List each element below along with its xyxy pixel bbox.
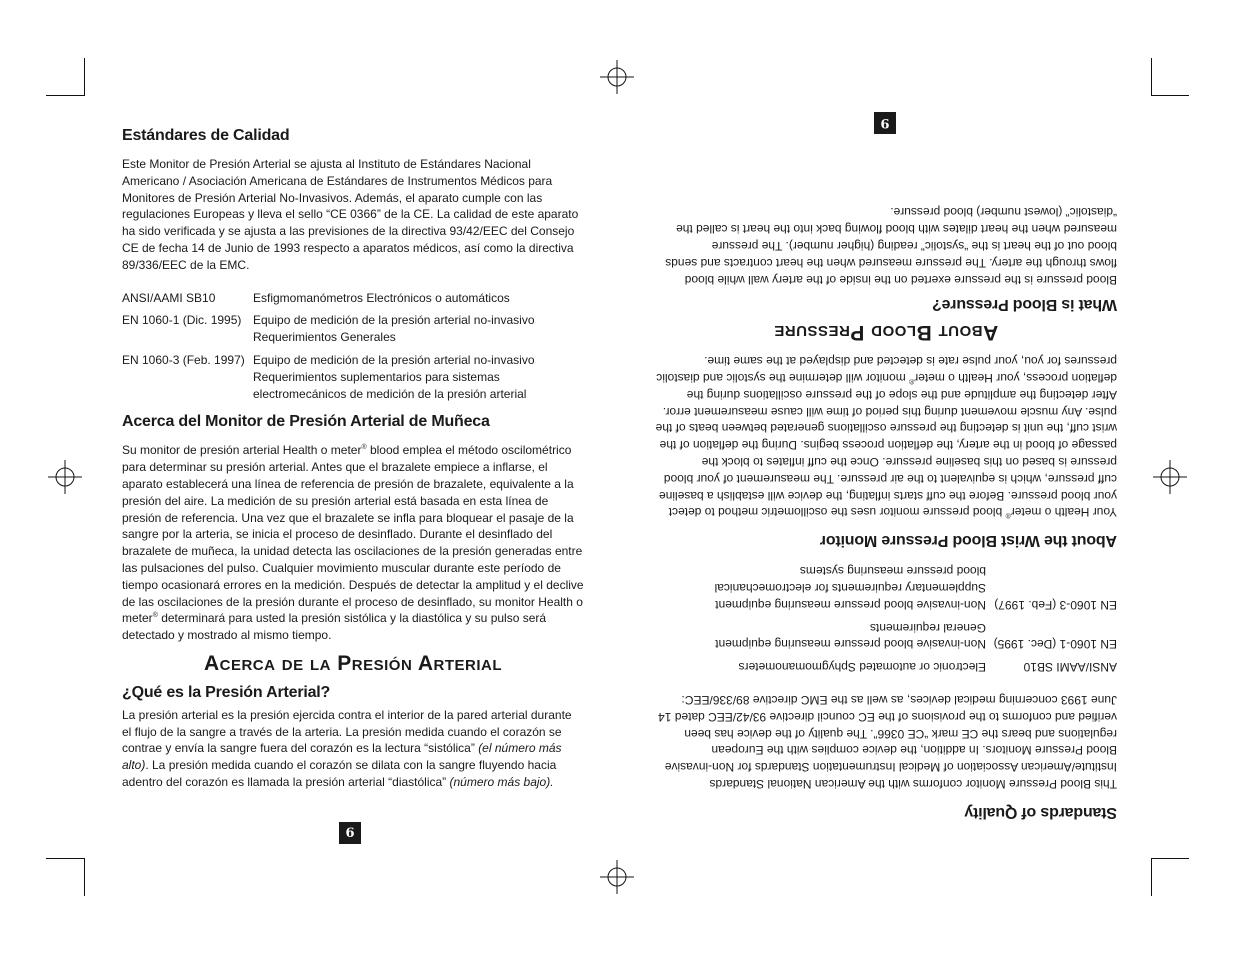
page-spanish — [122, 126, 584, 791]
quality-paragraph: Este Monitor de Presión Arterial se ajusta al Instituto de Estándares Nacional Americano / Asociación Americana de Estándares de Instrumentos Médicos para Monitores de Presión Arterial No-Invasivos. Además, el aparato cumple con las regulaciones Europeas y lleva el sello “CE 0366” de la CE. La calidad de este aparato ha sido verificada y se ajusta a las previsiones de la directiva 93/42/EEC del Consejo CE de fecha 14 de Junio de 1993 respecto a aparatos médicos, así como la directiva 89/336/EEC de la EMC. — [122, 157, 579, 272]
standard-desc: Electronic or automated Sphygmomanometers — [738, 660, 986, 675]
crop-mark — [84, 858, 85, 896]
standard-row — [122, 312, 584, 346]
page-number: 6 — [339, 822, 361, 844]
what-is-heading: What is Blood Pressure? — [932, 295, 1117, 313]
page-english-rotated — [655, 110, 1117, 822]
standard-code: EN 1060-1 (Dec. 1995) — [993, 637, 1117, 652]
quality-heading: Estándares de Calidad — [122, 127, 290, 144]
standard-row — [655, 658, 1117, 675]
crop-mark — [1151, 858, 1189, 859]
registration-mark-icon — [600, 860, 634, 894]
crop-mark — [1151, 58, 1152, 96]
standard-code: EN 1060-1 (Dic. 1995) — [122, 313, 242, 328]
crop-mark — [46, 858, 84, 859]
what-is-heading: ¿Qué es la Presión Arterial? — [122, 683, 331, 701]
standard-code: EN 1060-3 (Feb. 1997) — [122, 352, 245, 367]
wrist-monitor-paragraph: Your Health o meter® blood pressure monitor uses the oscillometric method to detect your blood pressure. Before the cuff starts inflating, the device will establish a baseline cuff pressure, which is equivalent to the air pressure. The measurement of your blood pressure is based on this baseline pressure. Once the cuff inflates to block the passage of blood in the artery, the deflation process begins. During the deflation of the wrist cuff, the unit is detecting the pressure oscillations generated between beats of the pulse. Any muscle movement during this period of time will cause measurement error. After detecting the amplitude and the slope of the pressure oscillations during the deflation process, your Health o meter® monitor will determine the systolic and diastolic pressures for you, your pulse rate is detected and displayed at the same time. — [655, 354, 1117, 520]
page-number: 9 — [874, 112, 896, 134]
standard-row — [122, 352, 584, 402]
section-title: Acerca de la Presión Arterial — [203, 651, 503, 675]
wrist-monitor-heading: Acerca del Monitor de Presión Arterial de Muñeca — [122, 413, 490, 431]
standard-row — [655, 562, 1117, 612]
standard-code: EN 1060-3 (Feb. 1997) — [994, 597, 1117, 612]
crop-mark — [46, 95, 84, 96]
standard-desc: Esfigmomanómetros Electrónicos o automáticos — [253, 290, 510, 305]
registration-mark-icon — [1153, 460, 1187, 494]
crop-mark — [84, 58, 85, 96]
standard-row — [122, 290, 584, 307]
section-title: About Blood Pressure — [773, 321, 999, 345]
standard-code: ANSI/AAMI SB10 — [122, 290, 216, 305]
quality-paragraph: This Blood Pressure Monitor conforms with the American National Standards Institute/American Association of Medical Instrumentation Standards for Non-invasive Blood Pressure Monitors. In addition, the device complies with the European regulations and bears the CE mark “CE 0366”. The quality of the device has been verified and conforms to the provisions of the EC council directive 93/42/EEC dated 14 June 1993 concerning medical devices, as well as the EMC directive 89/336/EEC: — [658, 693, 1117, 791]
registration-mark-icon — [48, 460, 82, 494]
standard-code: ANSI/AAMI SB10 — [1023, 660, 1117, 675]
standard-desc: Equipo de medición de la presión arterial no-invasivo Requerimientos suplementarios para sistemas electromecánicos de medición de la presión arterial — [253, 352, 535, 401]
crop-mark — [1151, 858, 1152, 896]
what-is-paragraph: Blood pressure is the pressure exerted on the inside of the artery wall while blood flows through the artery. The pressure measured when the heart contracts and sends blood out of the heart is the “systolic” reading (higher number). The pressure measured when the heart dilates with blood flowing back into the heart is called the “diastolic” (lowest number) blood pressure. — [665, 205, 1117, 287]
wrist-monitor-heading: About the Wrist Blood Pressure Monitor — [819, 532, 1117, 550]
registration-mark-icon — [600, 60, 634, 94]
standard-row — [655, 619, 1117, 653]
wrist-monitor-paragraph: Su monitor de presión arterial Health o meter® blood emplea el método oscilométrico para determinar su presión arterial. Antes que el brazalete empiece a inflarse, el aparato establecerá una línea de referencia de presión de brazalete, equivalente a la presión del aire. La medición de su presión arterial está basada en esta línea de presión de referencia. Una vez que el brazalete se infla para bloquear el pasaje de la sangre por la arteria, se inicia el proceso de desinflado. Durante el desinflado del brazalete de muñeca, la unidad detecta las oscilaciones de la presión generadas entre las pulsaciones del pulso. Cualquier movimiento muscular durante este período de tiempo ocasionará errores en la medición. Después de detectar la amplitud y el declive de las oscilaciones de la presión durante el proceso de desinflado, su monitor Health o meter® determinará para usted la presión sistólica y la diastólica y su pulso será detectado y mostrado al mismo tiempo. — [122, 443, 584, 643]
what-is-paragraph: La presión arterial es la presión ejercida contra el interior de la pared arterial durante el flujo de la sangre a través de la arteria. La presión medida cuando el corazón se contrae y envía la sangre fuera del corazón es la lectura “sistólica” (el número más alto). La presión medida cuando el corazón se dilata con la sangre fluyendo hacia adentro del corazón es llamada la presión arterial “diastólica” (número más bajo). — [122, 707, 572, 789]
crop-mark — [1151, 95, 1189, 96]
standard-desc: Equipo de medición de la presión arterial no-invasivo Requerimientos Generales — [253, 313, 535, 345]
standard-desc: Non-invasive blood pressure measuring equipment Supplementary requirements for electromechanical blood pressure measuring systems — [714, 564, 986, 612]
quality-heading: Standards of Quality — [964, 804, 1117, 821]
standard-desc: Non-invasive blood pressure measuring equipment General requirements — [715, 620, 986, 652]
